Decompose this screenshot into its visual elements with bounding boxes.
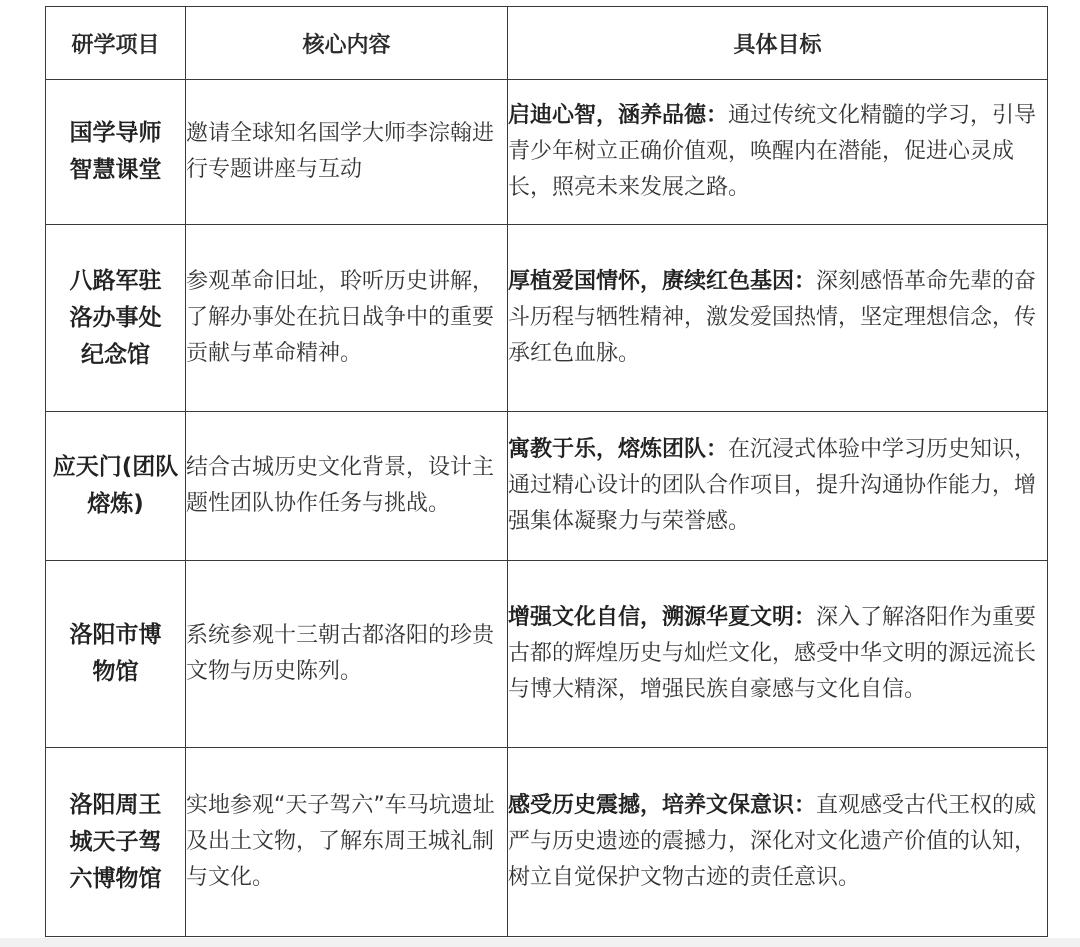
project-cell: 应天门(团队熔炼) (46, 412, 186, 561)
goal-text: 直观感受古代王权的威严与历史遗迹的震撼力，深化对文化遗产价值的认知，树立自觉保护文物古迹的责任意识。 (508, 793, 1037, 890)
table-row (46, 561, 1048, 748)
goal-title: 启迪心智，涵养品德： (508, 103, 729, 128)
header-project: 研学项目 (46, 7, 186, 80)
bottom-edge-shade (0, 938, 1080, 947)
goal-text: 在沉浸式体验中学习历史知识，通过精心设计的团队合作项目，提升沟通协作能力，增强集体凝聚力与荣誉感。 (508, 437, 1037, 534)
table-header-row (46, 7, 1048, 80)
table-row (46, 225, 1048, 412)
goal-text: 深刻感悟革命先辈的奋斗历程与牺牲精神，激发爱国热情，坚定理想信念，传承红色血脉。 (508, 269, 1037, 366)
goal-text: 通过传统文化精髓的学习，引导青少年树立正确价值观，唤醒内在潜能，促进心灵成长，照亮未来发展之路。 (508, 103, 1037, 200)
project-cell: 国学导师智慧课堂 (46, 80, 186, 225)
content-cell: 结合古城历史文化背景，设计主题性团队协作任务与挑战。 (186, 412, 508, 561)
goal-cell (508, 561, 1048, 748)
header-goal: 具体目标 (508, 7, 1048, 80)
content-cell: 参观革命旧址，聆听历史讲解，了解办事处在抗日战争中的重要贡献与革命精神。 (186, 225, 508, 412)
content-cell: 邀请全球知名国学大师李淙翰进行专题讲座与互动 (186, 80, 508, 225)
goal-title: 厚植爱国情怀，赓续红色基因： (508, 269, 817, 294)
content-cell: 系统参观十三朝古都洛阳的珍贵文物与历史陈列。 (186, 561, 508, 748)
goal-title: 感受历史震撼，培养文保意识： (508, 793, 817, 818)
goal-cell (508, 225, 1048, 412)
table-row (46, 748, 1048, 937)
goal-cell (508, 412, 1048, 561)
table-row (46, 412, 1048, 561)
content-cell: 实地参观“天子驾六”车马坑遗址及出土文物，了解东周王城礼制与文化。 (186, 748, 508, 937)
goal-text: 深入了解洛阳作为重要古都的辉煌历史与灿烂文化，感受中华文明的源远流长与博大精深，增强民族自豪感与文化自信。 (508, 605, 1037, 702)
header-content: 核心内容 (186, 7, 508, 80)
project-cell: 洛阳周王城天子驾六博物馆 (46, 748, 186, 937)
study-program-table (45, 6, 1048, 937)
goal-cell (508, 80, 1048, 225)
table-row (46, 80, 1048, 225)
goal-title: 寓教于乐，熔炼团队： (508, 437, 729, 462)
project-cell: 八路军驻洛办事处纪念馆 (46, 225, 186, 412)
goal-cell (508, 748, 1048, 937)
goal-title: 增强文化自信，溯源华夏文明： (508, 605, 817, 630)
project-cell: 洛阳市博物馆 (46, 561, 186, 748)
